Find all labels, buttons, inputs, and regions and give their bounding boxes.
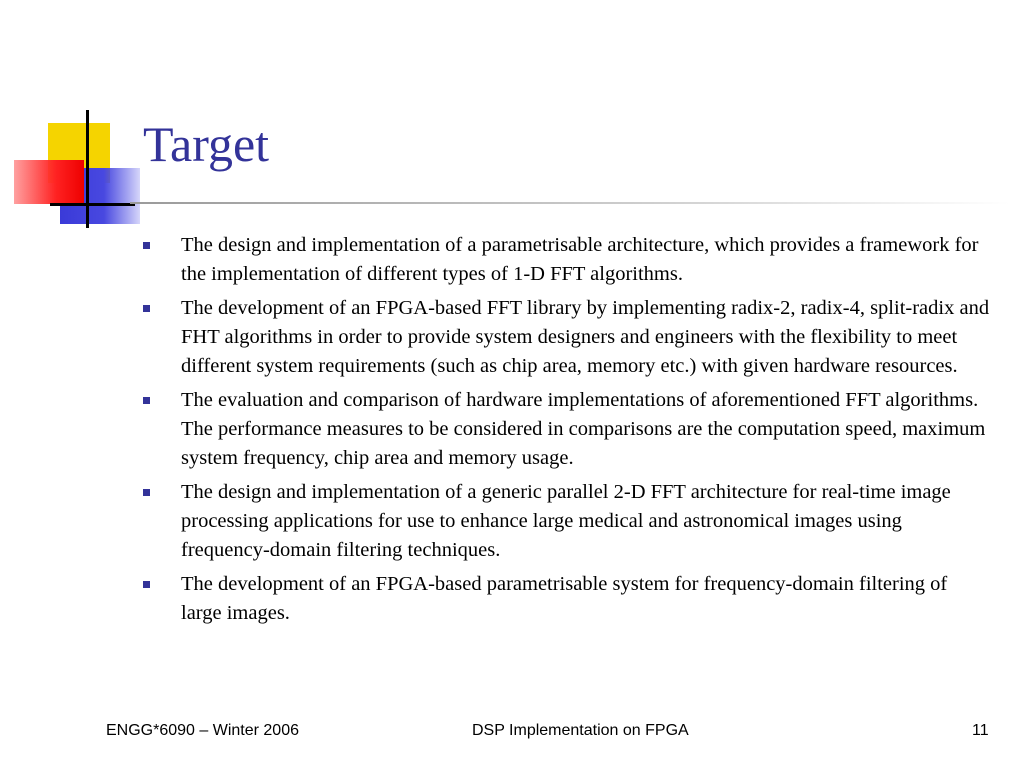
bullet-text: The design and implementation of a parametrisable architecture, which provides a framework for the implementation of different types of 1-D FFT algorithms. [181, 234, 979, 285]
bullet-text: The design and implementation of a generic parallel 2-D FFT architecture for real-time image processing applications for use to enhance large medical and astronomical images using frequency-domain filtering techniques. [181, 481, 951, 561]
slide-decoration-logo [0, 0, 150, 240]
bullet-square-icon [143, 397, 150, 404]
bullet-item [140, 570, 990, 628]
bullet-item [140, 294, 990, 381]
bullet-square-icon [143, 305, 150, 312]
decoration-red-square [14, 160, 84, 204]
decoration-horizontal-line [50, 203, 135, 206]
bullet-list [140, 231, 990, 633]
bullet-item [140, 386, 990, 473]
slide-title: Target [143, 116, 270, 172]
footer-page-number: 11 [972, 722, 989, 739]
footer-course-label: ENGG*6090 – Winter 2006 [106, 722, 299, 739]
bullet-text: The development of an FPGA-based FFT library by implementing radix-2, radix-4, split-radix and FHT algorithms in order to provide system designers and engineers with the flexibility to meet different system requirements (such as chip area, memory etc.) with given hardware resources. [181, 297, 990, 377]
bullet-square-icon [143, 581, 150, 588]
bullet-item [140, 478, 990, 565]
bullet-item [140, 231, 990, 289]
footer-presentation-title: DSP Implementation on FPGA [472, 722, 689, 739]
title-underline [130, 202, 1010, 204]
bullet-text: The development of an FPGA-based parametrisable system for frequency-domain filtering of large images. [181, 573, 948, 624]
decoration-vertical-line [86, 110, 89, 228]
bullet-text: The evaluation and comparison of hardware implementations of aforementioned FFT algorithms. The performance measures to be considered in comparisons are the computation speed, maximum system frequency, chip area and memory usage. [181, 389, 986, 469]
bullet-square-icon [143, 489, 150, 496]
bullet-square-icon [143, 242, 150, 249]
